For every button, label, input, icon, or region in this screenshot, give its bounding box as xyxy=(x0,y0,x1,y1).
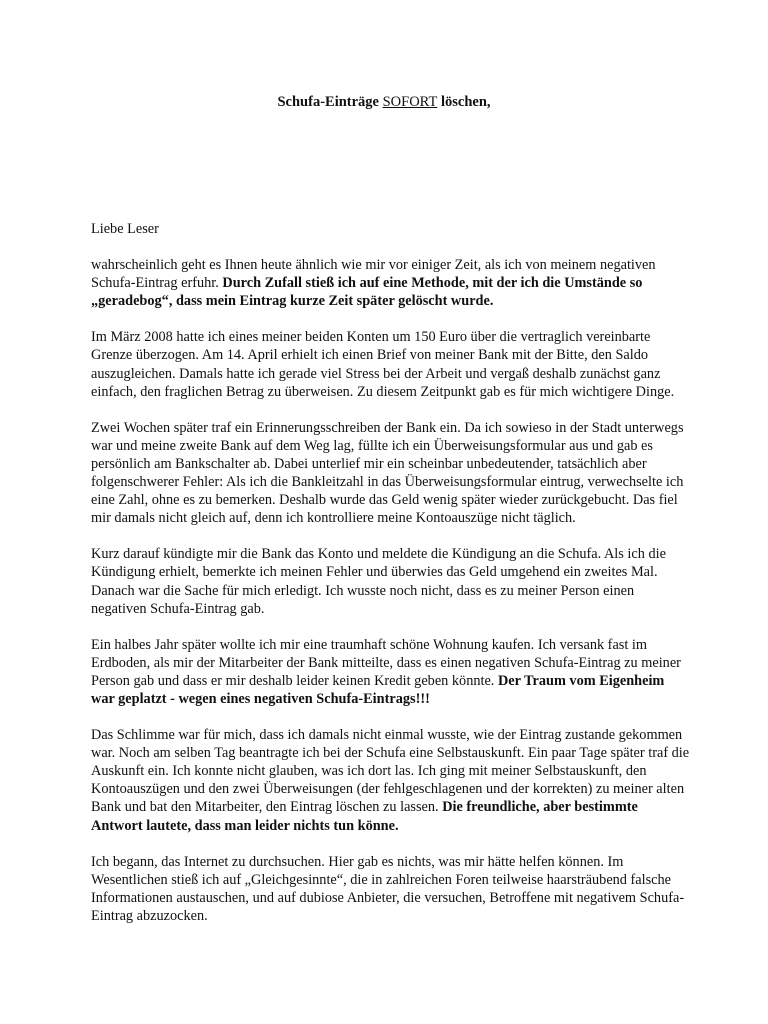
document-title xyxy=(0,92,768,112)
paragraph-7-text: Ich begann, das Internet zu durchsuchen. Hier gab es nichts, was mir hätte helfen können. Im Wesentlichen stieß ich auf „Gleichgesinnte“, die in zahlreichen Foren teilweise haarsträubend falsche Informationen austauschen, und auf dubiose Anbieter, die versuchen, Betroffene mit negativem Schufa-Eintrag abzuzocken. xyxy=(91,853,685,924)
paragraph-6-text: Das Schlimme war für mich, dass ich damals nicht einmal wusste, wie der Eintrag zustande gekommen war. Noch am selben Tag beantragte ich bei der Schufa eine Selbstauskunft. Ein paar Tage später traf die Auskunft ein. Ich konnte nicht glauben, was ich dort las. Ich ging mit meiner Selbstauskunft, den Kontoauszügen und den zwei Überweisungen (der fehlgeschlagenen und der korrekten) zu meiner alten Bank und bat den Mitarbeiter, den Eintrag löschen zu lassen. xyxy=(91,727,690,816)
paragraph-1-text: wahrscheinlich geht es Ihnen heute ähnlich wie mir vor einiger Zeit, als ich von meinem negativen Schufa-Eintrag erfuhr. xyxy=(91,257,656,292)
paragraph-6 xyxy=(91,726,691,835)
title-part-2: löschen, xyxy=(437,94,491,110)
paragraph-6-bold: Die freundliche, aber bestimmte Antwort lautete, dass man leider nichts tun könne. xyxy=(91,799,638,834)
paragraph-1-bold: Durch Zufall stieß ich auf eine Methode, mit der ich die Umstände so „geradebog“, dass mein Eintrag kurze Zeit später gelöscht wurde. xyxy=(91,275,643,310)
greeting: Liebe Leser xyxy=(91,221,159,237)
paragraph-1 xyxy=(91,256,691,310)
paragraph-7 xyxy=(91,853,691,925)
title-underlined-word: SOFORT xyxy=(382,94,438,110)
document-body xyxy=(91,220,691,943)
paragraph-2 xyxy=(91,328,691,400)
paragraph-3 xyxy=(91,419,691,528)
paragraph-5 xyxy=(91,636,691,708)
paragraph-4-text: Kurz darauf kündigte mir die Bank das Konto und meldete die Kündigung an die Schufa. Als ich die Kündigung erhielt, bemerkte ich meinen Fehler und überwies das Geld umgehend ein zweites Mal. Danach war die Sache für mich erledigt. Ich wusste noch nicht, dass es zu meiner Person einen negativen Schufa-Eintrag gab. xyxy=(91,546,666,617)
paragraph-3-text: Zwei Wochen später traf ein Erinnerungsschreiben der Bank ein. Da ich sowieso in der Stadt unterwegs war und meine zweite Bank auf dem Weg lag, füllte ich ein Überweisungsformular aus und gab es persönlich am Bankschalter ab. Dabei unterlief mir ein scheinbar unbedeutender, tatsächlich aber folgenschwerer Fehler: Als ich die Bankleitzahl in das Überweisungsformular eintrug, verwechselte ich eine Zahl, ohne es zu bemerken. Deshalb wurde das Geld wenig später wieder zurückgebucht. Das fiel mir damals nicht gleich auf, denn ich kontrolliere meine Kontoauszüge nicht täglich. xyxy=(91,419,684,527)
paragraph-5-bold: Der Traum vom Eigenheim war geplatzt - wegen eines negativen Schufa-Eintrags!!! xyxy=(91,672,665,707)
title-part-1: Schufa-Einträge xyxy=(277,94,383,110)
paragraph-2-text: Im März 2008 hatte ich eines meiner beiden Konten um 150 Euro über die vertraglich vereinbarte Grenze überzogen. Am 14. April erhielt ich einen Brief von meiner Bank mit der Bitte, den Saldo auszugleichen. Damals hatte ich gerade viel Stress bei der Arbeit und vergaß deshalb zunächst ganz einfach, den fraglichen Betrag zu überweisen. Zu diesem Zeitpunkt gab es für mich wichtigere Dinge. xyxy=(91,329,675,400)
paragraph-5-text: Ein halbes Jahr später wollte ich mir eine traumhaft schöne Wohnung kaufen. Ich versank fast im Erdboden, als mir der Mitarbeiter der Bank mitteilte, dass es einen negativen Schufa-Eintrag zu meiner Person gab und dass er mir deshalb leider keinen Kredit geben könnte. xyxy=(91,636,681,689)
paragraph-4 xyxy=(91,545,691,617)
